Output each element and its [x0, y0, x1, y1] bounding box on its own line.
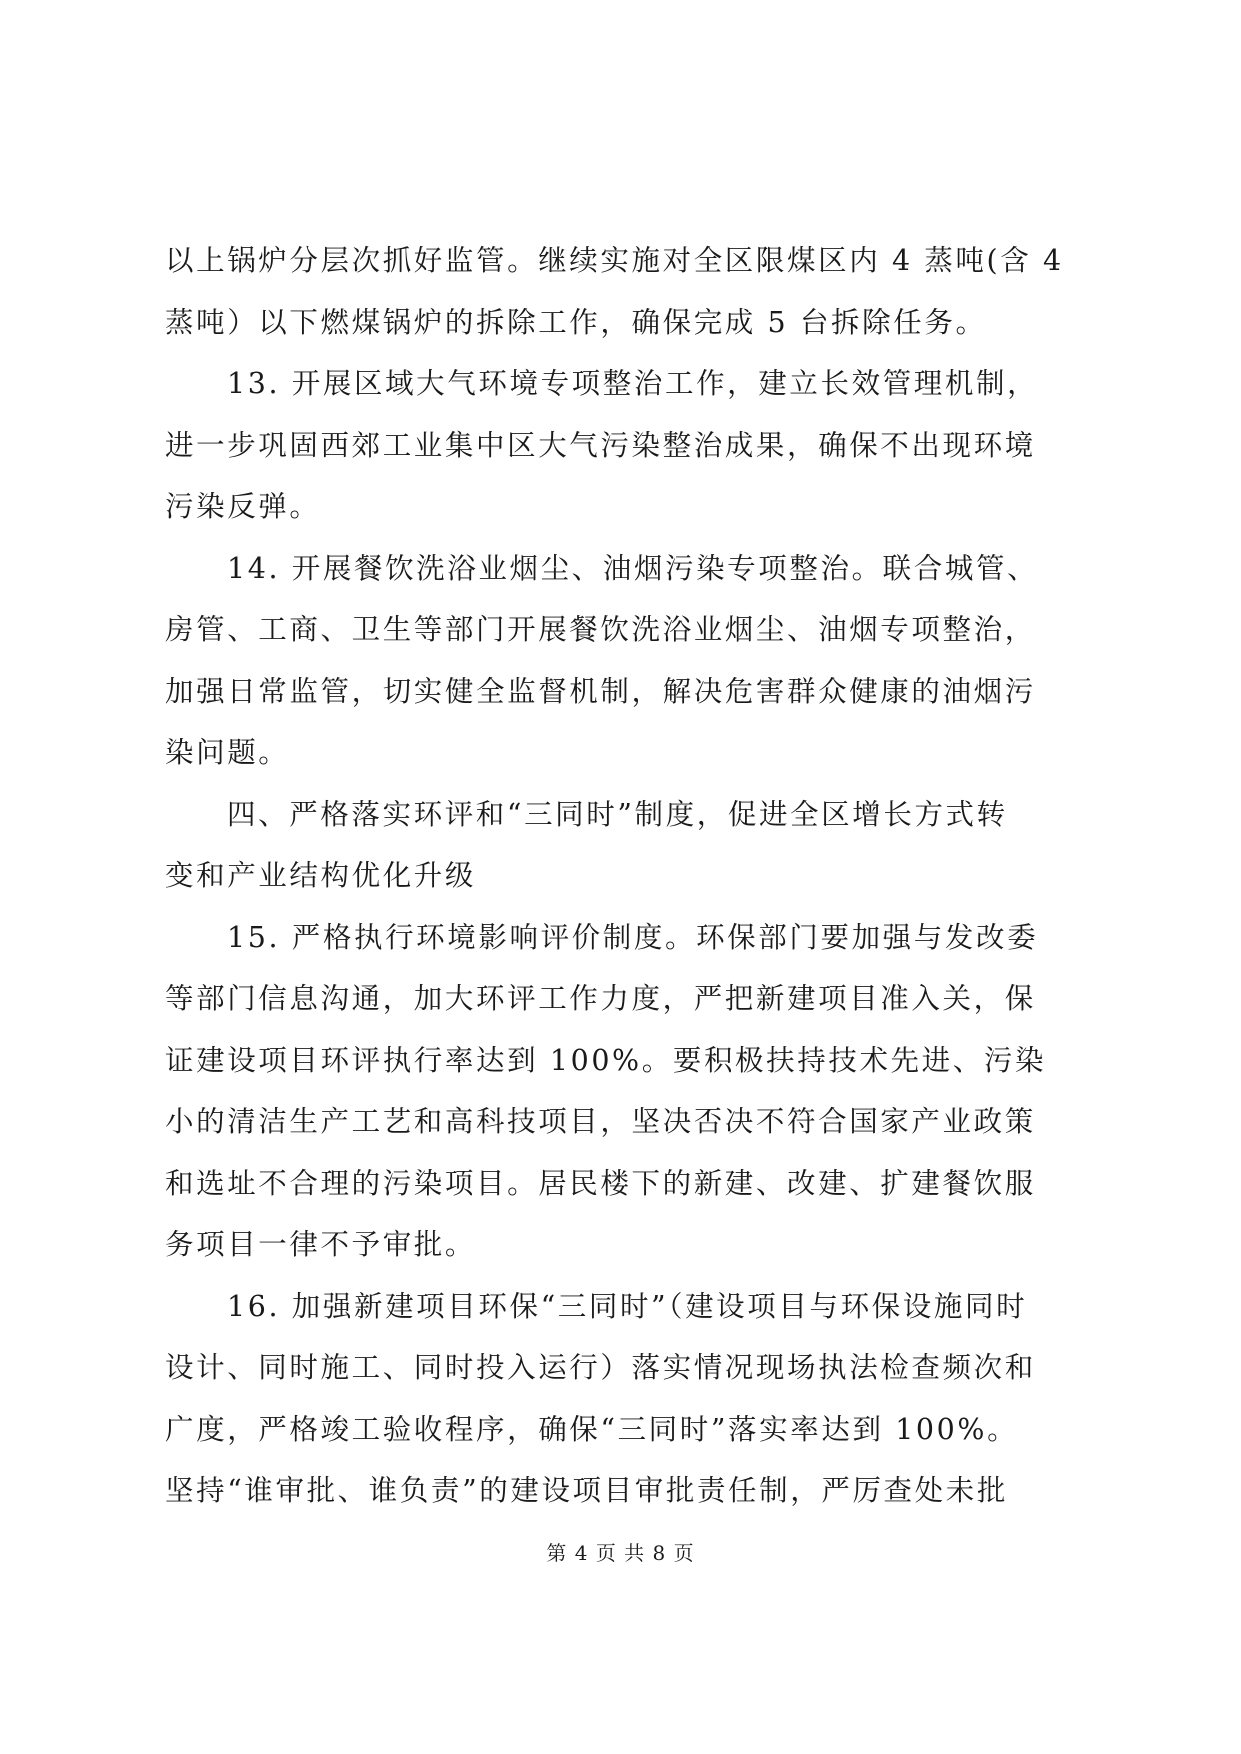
text-line: 加强日常监管，切实健全监督机制，解决危害群众健康的油烟污 [165, 674, 1036, 708]
text-line: 设计、同时施工、同时投入运行）落实情况现场执法检查频次和 [165, 1351, 1036, 1384]
text-line: 15. 严格执行环境影响评价制度。环保部门要加强与发改委 [227, 920, 1039, 954]
page-footer: 第 4 页 共 8 页 [546, 1541, 695, 1565]
text-line: 污染反弹。 [165, 490, 321, 523]
text-line: 四、严格落实环评和“三同时”制度，促进全区增长方式转 [227, 797, 1008, 831]
text-line: 蒸吨）以下燃煤锅炉的拆除工作，确保完成 5 台拆除任务。 [165, 305, 987, 339]
text-line: 染问题。 [165, 736, 290, 769]
text-line: 14. 开展餐饮洗浴业烟尘、油烟污染专项整治。联合城管、 [227, 551, 1039, 585]
text-line: 证建设项目环评执行率达到 100%。要积极扶持技术先进、污染 [165, 1043, 1047, 1077]
text-line: 小的清洁生产工艺和高科技项目，坚决否决不符合国家产业政策 [165, 1105, 1036, 1138]
text-line: 13. 开展区域大气环境专项整治工作，建立长效管理机制， [227, 367, 1039, 400]
text-line: 坚持“谁审批、谁负责”的建设项目审批责任制，严厉查处未批 [165, 1474, 1008, 1507]
text-line: 房管、工商、卫生等部门开展餐饮洗浴业烟尘、油烟专项整治， [165, 613, 1036, 646]
text-line: 等部门信息沟通，加大环评工作力度，严把新建项目准入关，保 [165, 982, 1036, 1015]
text-line: 和选址不合理的污染项目。居民楼下的新建、改建、扩建餐饮服 [165, 1166, 1036, 1200]
text-line: 以上锅炉分层次抓好监管。继续实施对全区限煤区内 4 蒸吨(含 4 [165, 244, 1064, 277]
text-line: 务项目一律不予审批。 [165, 1228, 477, 1261]
text-line: 进一步巩固西郊工业集中区大气污染整治成果，确保不出现环境 [165, 428, 1036, 462]
text-line: 广度，严格竣工验收程序，确保“三同时”落实率达到 100%。 [165, 1412, 1019, 1446]
text-line: 变和产业结构优化升级 [165, 859, 477, 892]
body-text [165, 230, 1085, 1522]
text-line: 16. 加强新建项目环保“三同时”（建设项目与环保设施同时 [227, 1289, 1028, 1323]
